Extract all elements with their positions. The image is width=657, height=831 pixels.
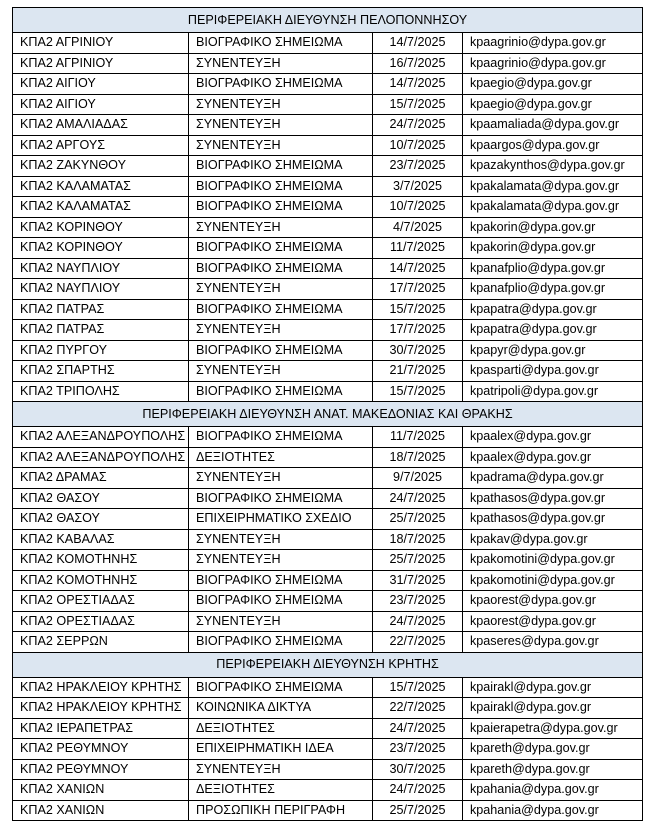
table-row [13, 340, 643, 361]
email-cell[interactable]: kpatripoli@dypa.gov.gr [463, 381, 643, 402]
email-cell[interactable]: kpakorin@dypa.gov.gr [463, 238, 643, 259]
date-cell: 11/7/2025 [373, 427, 463, 448]
table-row [13, 156, 643, 177]
office-cell: ΚΠΑ2 ΧΑΝΙΩΝ [13, 780, 189, 801]
office-cell: ΚΠΑ2 ΖΑΚΥΝΘΟΥ [13, 156, 189, 177]
table-row [13, 677, 643, 698]
date-cell: 24/7/2025 [373, 611, 463, 632]
table-row [13, 739, 643, 760]
office-cell: ΚΠΑ2 ΑΙΓΙΟΥ [13, 74, 189, 95]
date-cell: 23/7/2025 [373, 739, 463, 760]
email-cell[interactable]: kpareth@dypa.gov.gr [463, 759, 643, 780]
table-row [13, 299, 643, 320]
office-cell: ΚΠΑ2 ΑΙΓΙΟΥ [13, 94, 189, 115]
office-cell: ΚΠΑ2 ΔΡΑΜΑΣ [13, 468, 189, 489]
date-cell: 24/7/2025 [373, 488, 463, 509]
email-cell[interactable]: kpakalamata@dypa.gov.gr [463, 197, 643, 218]
date-cell: 4/7/2025 [373, 217, 463, 238]
table-row [13, 780, 643, 801]
office-cell: ΚΠΑ2 ΙΕΡΑΠΕΤΡΑΣ [13, 718, 189, 739]
email-cell[interactable]: kpaargos@dypa.gov.gr [463, 135, 643, 156]
table-row [13, 800, 643, 821]
table-row [13, 632, 643, 653]
table-row [13, 258, 643, 279]
workshop-topic-cell: ΒΙΟΓΡΑΦΙΚΟ ΣΗΜΕΙΩΜΑ [189, 299, 373, 320]
date-cell: 24/7/2025 [373, 780, 463, 801]
office-cell: ΚΠΑ2 ΑΜΑΛΙΑΔΑΣ [13, 115, 189, 136]
office-cell: ΚΠΑ2 ΗΡΑΚΛΕΙΟΥ ΚΡΗΤΗΣ [13, 677, 189, 698]
email-cell[interactable]: kpaegio@dypa.gov.gr [463, 74, 643, 95]
date-cell: 31/7/2025 [373, 570, 463, 591]
office-cell: ΚΠΑ2 ΠΑΤΡΑΣ [13, 299, 189, 320]
table-row [13, 74, 643, 95]
section-header-row [13, 402, 643, 427]
date-cell: 17/7/2025 [373, 320, 463, 341]
office-cell: ΚΠΑ2 ΝΑΥΠΛΙΟΥ [13, 258, 189, 279]
email-cell[interactable]: kpakomotini@dypa.gov.gr [463, 570, 643, 591]
workshop-topic-cell: ΣΥΝΕΝΤΕΥΞΗ [189, 279, 373, 300]
table-row [13, 447, 643, 468]
email-cell[interactable]: kpakalamata@dypa.gov.gr [463, 176, 643, 197]
date-cell: 25/7/2025 [373, 800, 463, 821]
office-cell: ΚΠΑ2 ΚΑΛΑΜΑΤΑΣ [13, 197, 189, 218]
workshop-topic-cell: ΣΥΝΕΝΤΕΥΞΗ [189, 94, 373, 115]
email-cell[interactable]: kpazakynthos@dypa.gov.gr [463, 156, 643, 177]
workshop-topic-cell: ΚΟΙΝΩΝΙΚΑ ΔΙΚΤΥΑ [189, 698, 373, 719]
workshop-topic-cell: ΒΙΟΓΡΑΦΙΚΟ ΣΗΜΕΙΩΜΑ [189, 74, 373, 95]
email-cell[interactable]: kpaseres@dypa.gov.gr [463, 632, 643, 653]
date-cell: 11/7/2025 [373, 238, 463, 259]
date-cell: 16/7/2025 [373, 53, 463, 74]
email-cell[interactable]: kpadrama@dypa.gov.gr [463, 468, 643, 489]
table-row [13, 550, 643, 571]
workshop-topic-cell: ΕΠΙΧΕΙΡΗΜΑΤΙΚΗ ΙΔΕΑ [189, 739, 373, 760]
table-row [13, 488, 643, 509]
office-cell: ΚΠΑ2 ΑΓΡΙΝΙΟΥ [13, 33, 189, 54]
email-cell[interactable]: kpareth@dypa.gov.gr [463, 739, 643, 760]
workshop-topic-cell: ΣΥΝΕΝΤΕΥΞΗ [189, 115, 373, 136]
email-cell[interactable]: kpaalex@dypa.gov.gr [463, 447, 643, 468]
table-row [13, 94, 643, 115]
email-cell[interactable]: kpakorin@dypa.gov.gr [463, 217, 643, 238]
date-cell: 24/7/2025 [373, 718, 463, 739]
table-row [13, 33, 643, 54]
table-body [13, 8, 643, 821]
date-cell: 15/7/2025 [373, 381, 463, 402]
table-row [13, 279, 643, 300]
date-cell: 14/7/2025 [373, 74, 463, 95]
workshop-topic-cell: ΒΙΟΓΡΑΦΙΚΟ ΣΗΜΕΙΩΜΑ [189, 427, 373, 448]
email-cell[interactable]: kpanafplio@dypa.gov.gr [463, 279, 643, 300]
workshop-topic-cell: ΒΙΟΓΡΑΦΙΚΟ ΣΗΜΕΙΩΜΑ [189, 197, 373, 218]
date-cell: 10/7/2025 [373, 197, 463, 218]
workshop-topic-cell: ΣΥΝΕΝΤΕΥΞΗ [189, 320, 373, 341]
date-cell: 23/7/2025 [373, 156, 463, 177]
table-row [13, 176, 643, 197]
workshop-topic-cell: ΔΕΞΙΟΤΗΤΕΣ [189, 447, 373, 468]
date-cell: 30/7/2025 [373, 340, 463, 361]
office-cell: ΚΠΑ2 ΧΑΝΙΩΝ [13, 800, 189, 821]
section-header-row [13, 8, 643, 33]
workshop-topic-cell: ΔΕΞΙΟΤΗΤΕΣ [189, 718, 373, 739]
email-cell[interactable]: kpaierapetra@dypa.gov.gr [463, 718, 643, 739]
office-cell: ΚΠΑ2 ΠΑΤΡΑΣ [13, 320, 189, 341]
email-cell[interactable]: kpahania@dypa.gov.gr [463, 800, 643, 821]
workshop-topic-cell: ΣΥΝΕΝΤΕΥΞΗ [189, 468, 373, 489]
office-cell: ΚΠΑ2 ΑΛΕΞΑΝΔΡΟΥΠΟΛΗΣ [13, 447, 189, 468]
email-cell[interactable]: kpaegio@dypa.gov.gr [463, 94, 643, 115]
table-row [13, 591, 643, 612]
table-row [13, 238, 643, 259]
workshop-topic-cell: ΒΙΟΓΡΑΦΙΚΟ ΣΗΜΕΙΩΜΑ [189, 238, 373, 259]
date-cell: 24/7/2025 [373, 115, 463, 136]
office-cell: ΚΠΑ2 ΘΑΣΟΥ [13, 509, 189, 530]
workshop-topic-cell: ΒΙΟΓΡΑΦΙΚΟ ΣΗΜΕΙΩΜΑ [189, 156, 373, 177]
office-cell: ΚΠΑ2 ΗΡΑΚΛΕΙΟΥ ΚΡΗΤΗΣ [13, 698, 189, 719]
workshop-topic-cell: ΣΥΝΕΝΤΕΥΞΗ [189, 611, 373, 632]
date-cell: 14/7/2025 [373, 33, 463, 54]
office-cell: ΚΠΑ2 ΝΑΥΠΛΙΟΥ [13, 279, 189, 300]
office-cell: ΚΠΑ2 ΤΡΙΠΟΛΗΣ [13, 381, 189, 402]
date-cell: 9/7/2025 [373, 468, 463, 489]
email-cell[interactable]: kpaamaliada@dypa.gov.gr [463, 115, 643, 136]
office-cell: ΚΠΑ2 ΡΕΘΥΜΝΟΥ [13, 739, 189, 760]
office-cell: ΚΠΑ2 ΚΟΡΙΝΘΟΥ [13, 217, 189, 238]
office-cell: ΚΠΑ2 ΚΑΒΑΛΑΣ [13, 529, 189, 550]
email-cell[interactable]: kpaagrinio@dypa.gov.gr [463, 53, 643, 74]
workshop-topic-cell: ΒΙΟΓΡΑΦΙΚΟ ΣΗΜΕΙΩΜΑ [189, 33, 373, 54]
office-cell: ΚΠΑ2 ΚΟΜΟΤΗΝΗΣ [13, 550, 189, 571]
email-cell[interactable]: kpaagrinio@dypa.gov.gr [463, 33, 643, 54]
email-cell[interactable]: kpaalex@dypa.gov.gr [463, 427, 643, 448]
workshop-topic-cell: ΒΙΟΓΡΑΦΙΚΟ ΣΗΜΕΙΩΜΑ [189, 176, 373, 197]
email-cell[interactable]: kpakomotini@dypa.gov.gr [463, 550, 643, 571]
table-row [13, 217, 643, 238]
email-cell[interactable]: kpanafplio@dypa.gov.gr [463, 258, 643, 279]
workshop-topic-cell: ΣΥΝΕΝΤΕΥΞΗ [189, 759, 373, 780]
table-row [13, 611, 643, 632]
office-cell: ΚΠΑ2 ΟΡΕΣΤΙΑΔΑΣ [13, 611, 189, 632]
table-row [13, 570, 643, 591]
office-cell: ΚΠΑ2 ΚΟΡΙΝΘΟΥ [13, 238, 189, 259]
workshop-topic-cell: ΣΥΝΕΝΤΕΥΞΗ [189, 135, 373, 156]
date-cell: 14/7/2025 [373, 258, 463, 279]
date-cell: 15/7/2025 [373, 299, 463, 320]
workshop-topic-cell: ΒΙΟΓΡΑΦΙΚΟ ΣΗΜΕΙΩΜΑ [189, 677, 373, 698]
workshop-topic-cell: ΒΙΟΓΡΑΦΙΚΟ ΣΗΜΕΙΩΜΑ [189, 570, 373, 591]
workshop-topic-cell: ΒΙΟΓΡΑΦΙΚΟ ΣΗΜΕΙΩΜΑ [189, 632, 373, 653]
date-cell: 23/7/2025 [373, 591, 463, 612]
office-cell: ΚΠΑ2 ΑΛΕΞΑΝΔΡΟΥΠΟΛΗΣ [13, 427, 189, 448]
date-cell: 25/7/2025 [373, 550, 463, 571]
date-cell: 15/7/2025 [373, 94, 463, 115]
workshop-topic-cell: ΣΥΝΕΝΤΕΥΞΗ [189, 217, 373, 238]
email-cell[interactable]: kpasparti@dypa.gov.gr [463, 361, 643, 382]
office-cell: ΚΠΑ2 ΡΕΘΥΜΝΟΥ [13, 759, 189, 780]
table-row [13, 718, 643, 739]
office-cell: ΚΠΑ2 ΣΕΡΡΩΝ [13, 632, 189, 653]
email-cell[interactable]: kpairakl@dypa.gov.gr [463, 677, 643, 698]
section-header-row [13, 652, 643, 677]
email-cell[interactable]: kpakav@dypa.gov.gr [463, 529, 643, 550]
workshop-topic-cell: ΔΕΞΙΟΤΗΤΕΣ [189, 780, 373, 801]
table-row [13, 197, 643, 218]
workshop-topic-cell: ΒΙΟΓΡΑΦΙΚΟ ΣΗΜΕΙΩΜΑ [189, 591, 373, 612]
table-row [13, 509, 643, 530]
table-row [13, 468, 643, 489]
email-cell[interactable]: kpathasos@dypa.gov.gr [463, 488, 643, 509]
date-cell: 22/7/2025 [373, 698, 463, 719]
table-row [13, 115, 643, 136]
workshop-topic-cell: ΣΥΝΕΝΤΕΥΞΗ [189, 361, 373, 382]
date-cell: 30/7/2025 [373, 759, 463, 780]
email-cell[interactable]: kpathasos@dypa.gov.gr [463, 509, 643, 530]
office-cell: ΚΠΑ2 ΑΡΓΟΥΣ [13, 135, 189, 156]
table-row [13, 320, 643, 341]
table-row [13, 53, 643, 74]
table-row [13, 427, 643, 448]
section-title: ΠΕΡΙΦΕΡΕΙΑΚΗ ΔΙΕΥΘΥΝΣΗ ΠΕΛΟΠΟΝΝΗΣΟΥ [13, 8, 643, 33]
workshop-topic-cell: ΠΡΟΣΩΠΙΚΗ ΠΕΡΙΓΡΑΦΗ [189, 800, 373, 821]
table-row [13, 529, 643, 550]
date-cell: 18/7/2025 [373, 529, 463, 550]
table-row [13, 361, 643, 382]
workshop-topic-cell: ΣΥΝΕΝΤΕΥΞΗ [189, 550, 373, 571]
table-row [13, 698, 643, 719]
date-cell: 25/7/2025 [373, 509, 463, 530]
email-cell[interactable]: kpapatra@dypa.gov.gr [463, 320, 643, 341]
email-cell[interactable]: kpapatra@dypa.gov.gr [463, 299, 643, 320]
email-cell[interactable]: kpaorest@dypa.gov.gr [463, 591, 643, 612]
date-cell: 17/7/2025 [373, 279, 463, 300]
section-title: ΠΕΡΙΦΕΡΕΙΑΚΗ ΔΙΕΥΘΥΝΣΗ ΑΝΑΤ. ΜΑΚΕΔΟΝΙΑΣ ΚΑΙ ΘΡΑΚΗΣ [13, 402, 643, 427]
office-cell: ΚΠΑ2 ΣΠΑΡΤΗΣ [13, 361, 189, 382]
workshop-topic-cell: ΣΥΝΕΝΤΕΥΞΗ [189, 529, 373, 550]
office-cell: ΚΠΑ2 ΚΟΜΟΤΗΝΗΣ [13, 570, 189, 591]
workshop-topic-cell: ΕΠΙΧΕΙΡΗΜΑΤΙΚΟ ΣΧΕΔΙΟ [189, 509, 373, 530]
date-cell: 15/7/2025 [373, 677, 463, 698]
email-cell[interactable]: kpairakl@dypa.gov.gr [463, 698, 643, 719]
workshop-topic-cell: ΒΙΟΓΡΑΦΙΚΟ ΣΗΜΕΙΩΜΑ [189, 381, 373, 402]
date-cell: 21/7/2025 [373, 361, 463, 382]
date-cell: 10/7/2025 [373, 135, 463, 156]
office-cell: ΚΠΑ2 ΘΑΣΟΥ [13, 488, 189, 509]
section-title: ΠΕΡΙΦΕΡΕΙΑΚΗ ΔΙΕΥΘΥΝΣΗ ΚΡΗΤΗΣ [13, 652, 643, 677]
office-cell: ΚΠΑ2 ΑΓΡΙΝΙΟΥ [13, 53, 189, 74]
email-cell[interactable]: kpahania@dypa.gov.gr [463, 780, 643, 801]
email-cell[interactable]: kpapyr@dypa.gov.gr [463, 340, 643, 361]
table-row [13, 135, 643, 156]
office-cell: ΚΠΑ2 ΟΡΕΣΤΙΑΔΑΣ [13, 591, 189, 612]
office-cell: ΚΠΑ2 ΚΑΛΑΜΑΤΑΣ [13, 176, 189, 197]
date-cell: 18/7/2025 [373, 447, 463, 468]
date-cell: 22/7/2025 [373, 632, 463, 653]
date-cell: 3/7/2025 [373, 176, 463, 197]
workshop-topic-cell: ΒΙΟΓΡΑΦΙΚΟ ΣΗΜΕΙΩΜΑ [189, 340, 373, 361]
workshop-schedule-table [12, 7, 643, 821]
workshop-topic-cell: ΣΥΝΕΝΤΕΥΞΗ [189, 53, 373, 74]
email-cell[interactable]: kpaorest@dypa.gov.gr [463, 611, 643, 632]
workshop-topic-cell: ΒΙΟΓΡΑΦΙΚΟ ΣΗΜΕΙΩΜΑ [189, 488, 373, 509]
office-cell: ΚΠΑ2 ΠΥΡΓΟΥ [13, 340, 189, 361]
table-row [13, 759, 643, 780]
table-row [13, 381, 643, 402]
workshop-topic-cell: ΒΙΟΓΡΑΦΙΚΟ ΣΗΜΕΙΩΜΑ [189, 258, 373, 279]
